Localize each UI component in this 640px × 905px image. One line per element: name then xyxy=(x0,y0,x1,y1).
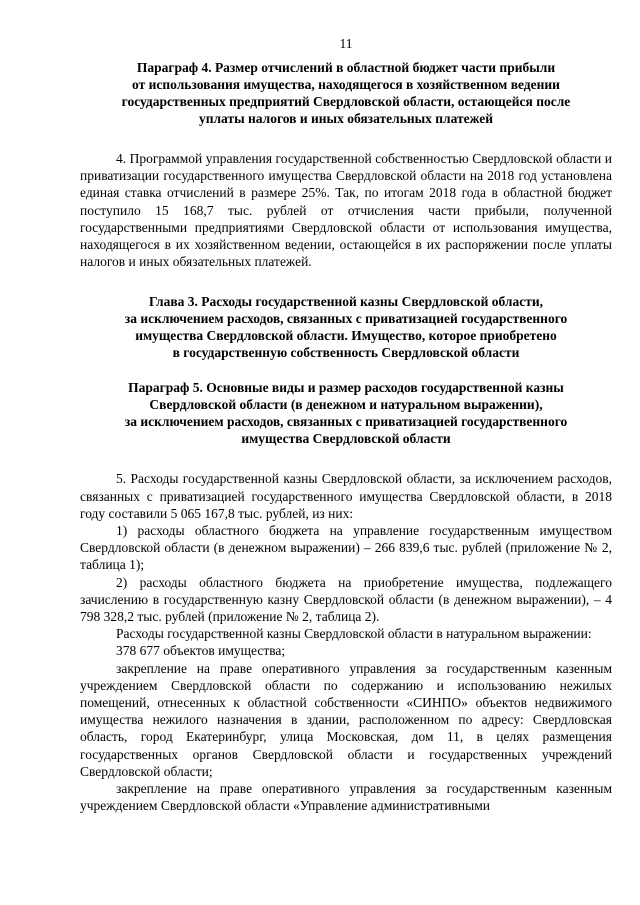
heading-line: Свердловской области (в денежном и натуральном выражении), xyxy=(149,397,543,413)
heading-line: Глава 3. Расходы государственной казны Свердловской области, xyxy=(148,294,543,310)
list-item-1: 1) расходы областного бюджета на управление государственным имуществом Свердловской области (в денежном выражении) – 266 839,6 тыс. рублей (приложение № 2, таблица 1); xyxy=(80,523,612,573)
paragraph-4-body: 4. Программой управления государственной собственностью Свердловской области и приватизации государственного имущества Свердловской области на 2018 год установлена единая ставка отчислений в размере 25%. Так, по итогам 2018 года в областной бюджет поступило 15 168,7 тыс. рублей от отчисления части прибыли, полученной государственными предприятиями Свердловской области от использования имущества, находящегося в их хозяйственном ведении, остающейся в их распоряжении после уплаты налогов и иных обязательных платежей. xyxy=(80,151,612,270)
page-number: 11 xyxy=(339,36,353,51)
heading-line: государственных предприятий Свердловской области, остающейся после xyxy=(121,94,571,109)
paragraph-5-intro: 5. Расходы государственной казны Свердловской области, за исключением расходов, связанных с приватизацией государственного имущества Свердловской области, в 2018 году составили 5 065 167,8 тыс. рублей, из них: xyxy=(80,471,612,521)
paragraph-4-heading xyxy=(80,59,612,127)
heading-line: имущества Свердловской области. Имущество, которое приобретено xyxy=(135,328,557,344)
list-item-2: 2) расходы областного бюджета на приобретение имущества, подлежащего зачислению в государственную казну Свердловской области (в денежном выражении), – 4 798 328,2 тыс. рублей (приложение № 2, таблица 2). xyxy=(80,574,612,625)
chapter-3-heading xyxy=(80,293,612,361)
heading-line: за исключением расходов, связанных с приватизацией государственного xyxy=(124,414,568,430)
document-page xyxy=(80,36,612,814)
heading-line: от использования имущества, находящегося в хозяйственном ведении xyxy=(132,77,560,92)
heading-line: имущества Свердловской области xyxy=(241,431,451,447)
assignment-paragraph-2: закрепление на праве оперативного управления за государственным казенным учреждением Свердловской области «Управление административными xyxy=(80,781,612,814)
heading-line: за исключением расходов, связанных с приватизацией государственного xyxy=(124,311,568,327)
heading-line: Параграф 5. Основные виды и размер расходов государственной казны xyxy=(128,380,564,396)
natural-expression-intro: Расходы государственной казны Свердловской области в натуральном выражении: xyxy=(116,626,592,642)
heading-line: в государственную собственность Свердловской области xyxy=(172,345,520,361)
objects-count: 378 677 объектов имущества; xyxy=(116,643,286,659)
assignment-paragraph-1: закрепление на праве оперативного управления за государственным казенным учреждением Свердловской области по содержанию и использованию нежилых помещений, отнесенных к областной собственности «СИНПО» объектов недвижимого имущества нежилого назначения в здании, расположенном по адресу: Свердловская область, город Екатеринбург, улица Московская, дом 11, в целях размещения государственных органов Свердловской области и государственных учреждений Свердловской области; xyxy=(80,660,612,779)
paragraph-5-heading xyxy=(80,379,612,447)
heading-line: уплаты налогов и иных обязательных платежей xyxy=(198,111,494,126)
heading-line: Параграф 4. Размер отчислений в областной бюджет части прибыли xyxy=(136,60,556,75)
